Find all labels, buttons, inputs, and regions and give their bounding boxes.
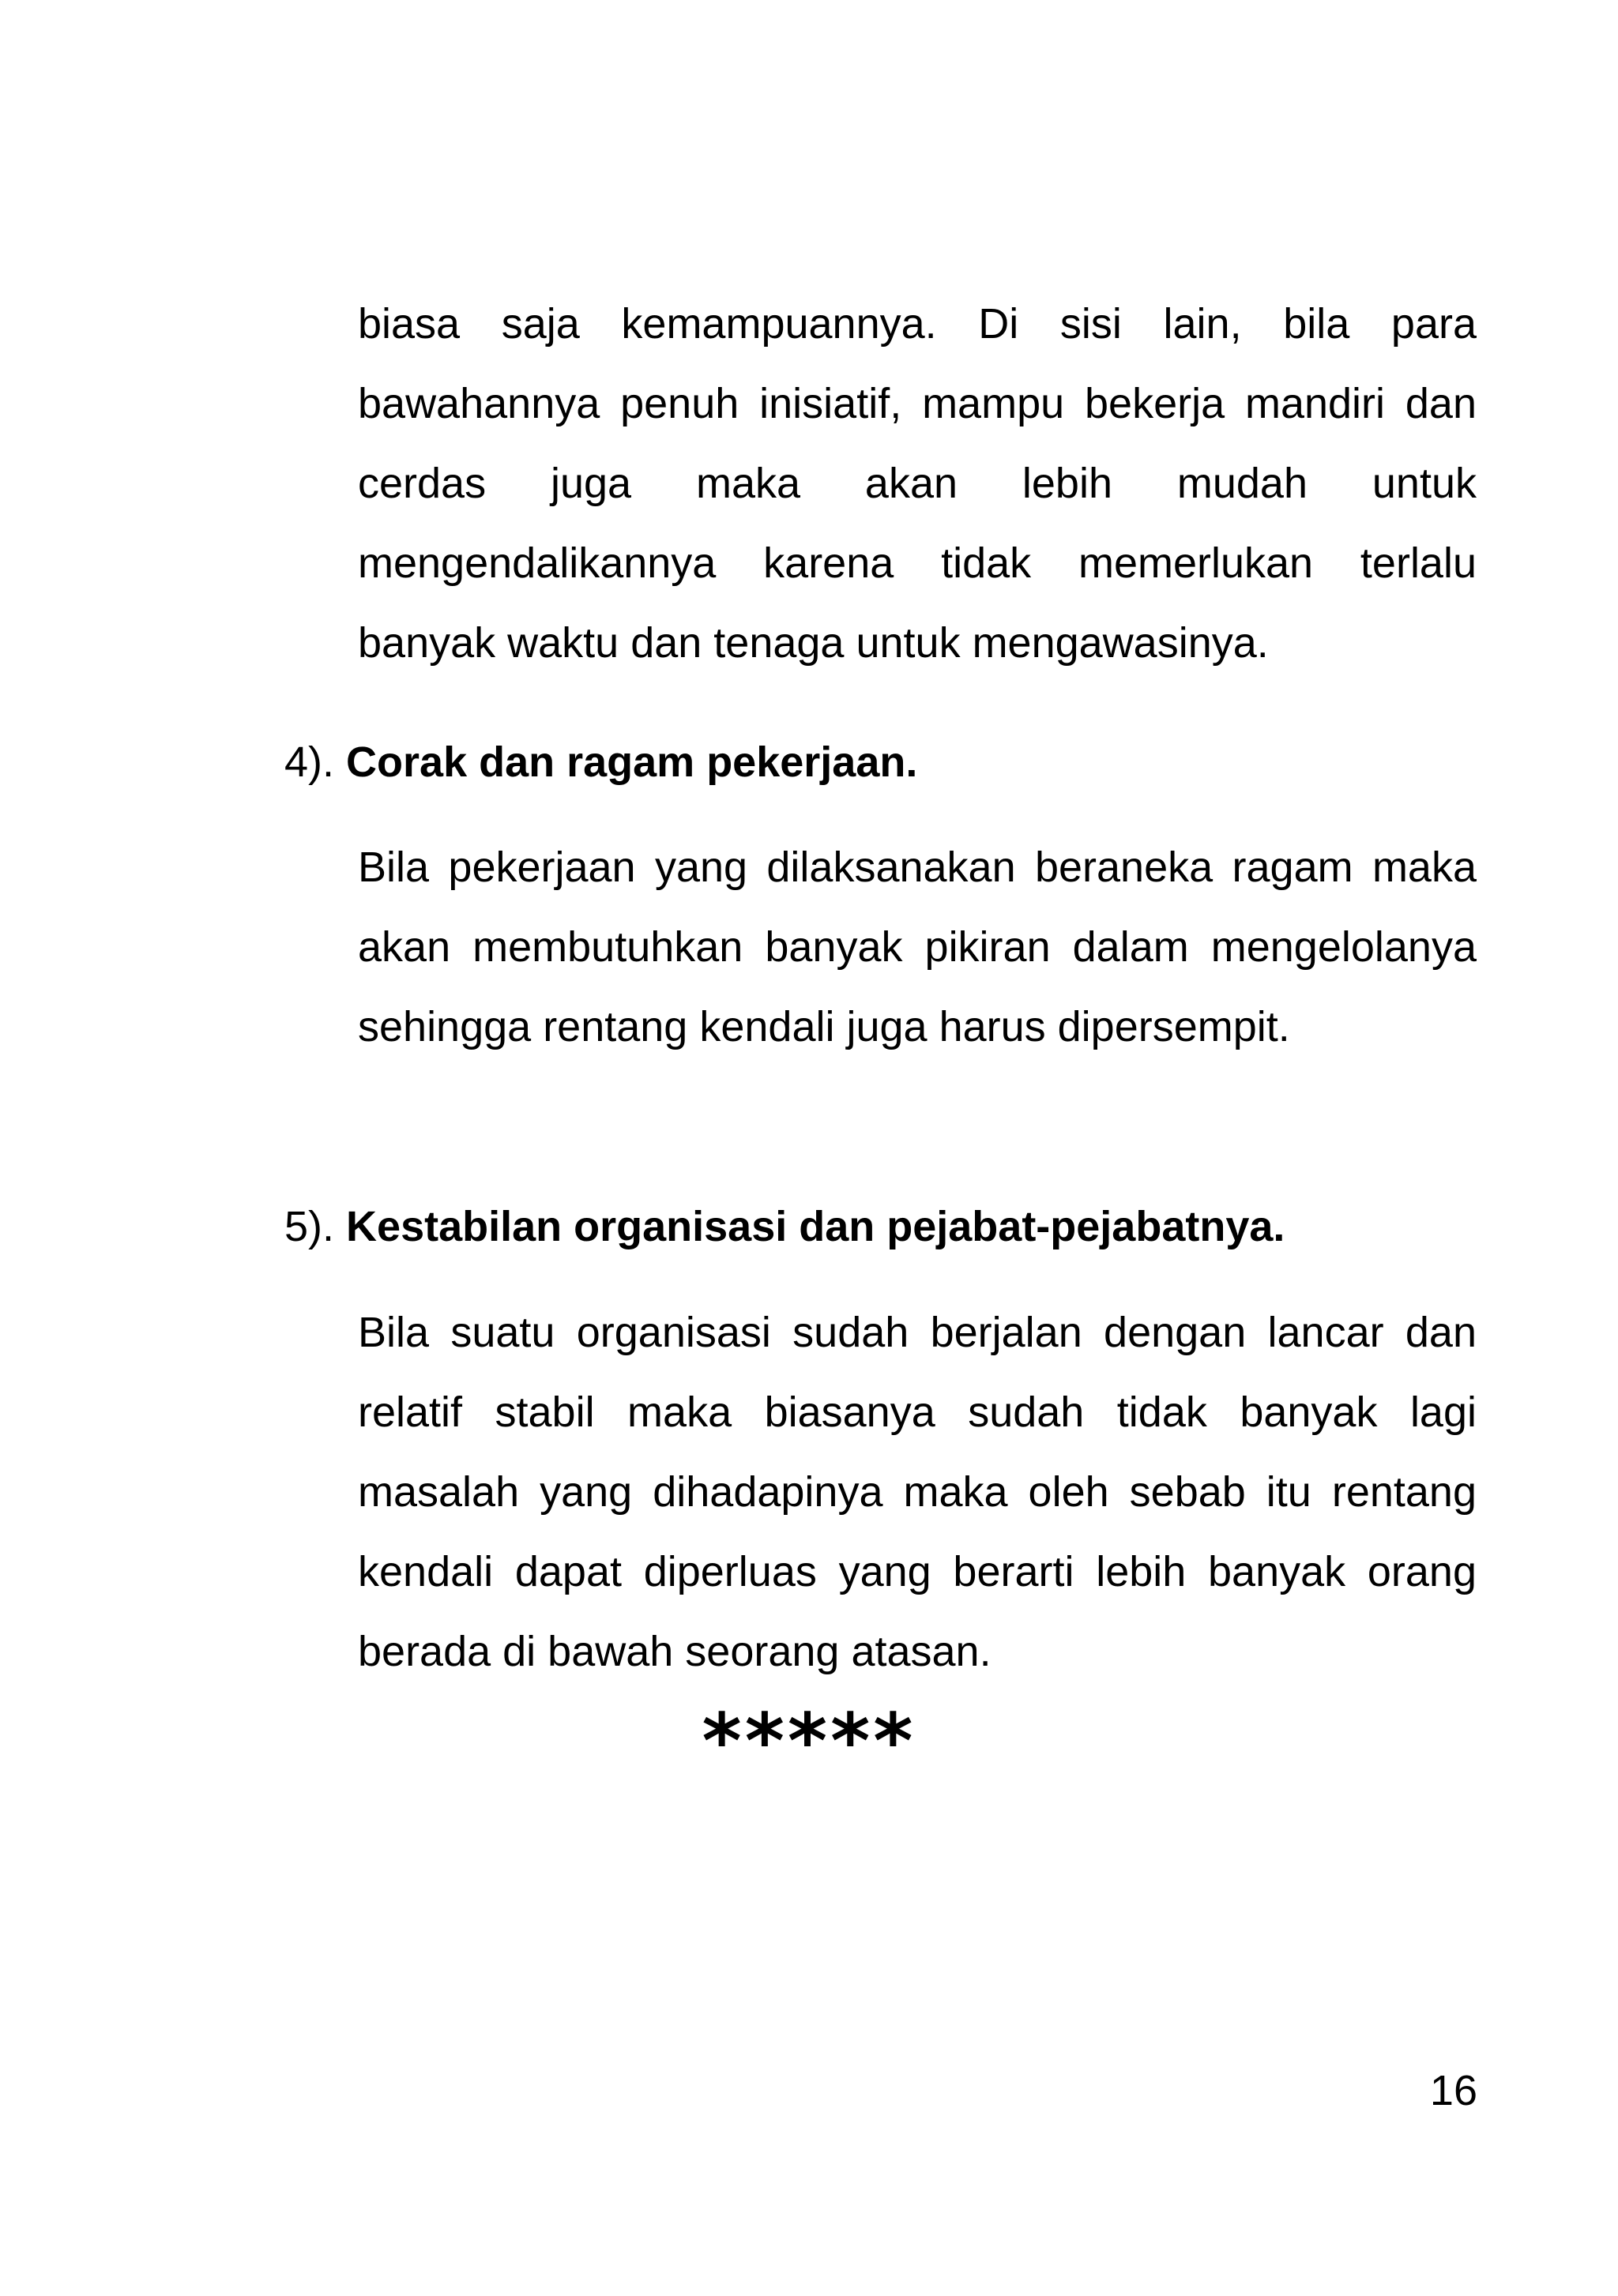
item-4-body: Bila pekerjaan yang dilaksanakan beraneka ragam maka akan membutuhkan banyak pikiran dalam mengelolanya sehingga rentang kendali juga harus dipersempit. (358, 844, 1477, 1050)
item-4-title: Corak dan ragam pekerjaan. (346, 738, 918, 786)
item-5-title: Kestabilan organisasi dan pejabat-pejabatnya. (346, 1203, 1285, 1250)
item-5-body: Bila suatu organisasi sudah berjalan dengan lancar dan relatif stabil maka biasanya sudah tidak banyak lagi masalah yang dihadapinya maka oleh sebab itu rentang kendali dapat diperluas yang berarti lebih banyak orang berada di bawah seorang atasan. (358, 1309, 1477, 1675)
item-4-number: 4). (284, 738, 335, 786)
continuation-paragraph: biasa saja kemampuannya. Di sisi lain, bila para bawahannya penuh inisiatif, mampu bekerja mandiri dan cerdas juga maka akan lebih mudah untuk mengendalikannya karena tidak memerlukan terlalu banyak waktu dan tenaga untuk mengawasinya. (358, 300, 1477, 667)
item-4-heading (284, 723, 1501, 802)
section-separator: ***** (702, 1697, 916, 1786)
item-5-number: 5). (284, 1203, 335, 1250)
page-number: 16 (1429, 2067, 1477, 2114)
item-5-heading (284, 1187, 1501, 1267)
